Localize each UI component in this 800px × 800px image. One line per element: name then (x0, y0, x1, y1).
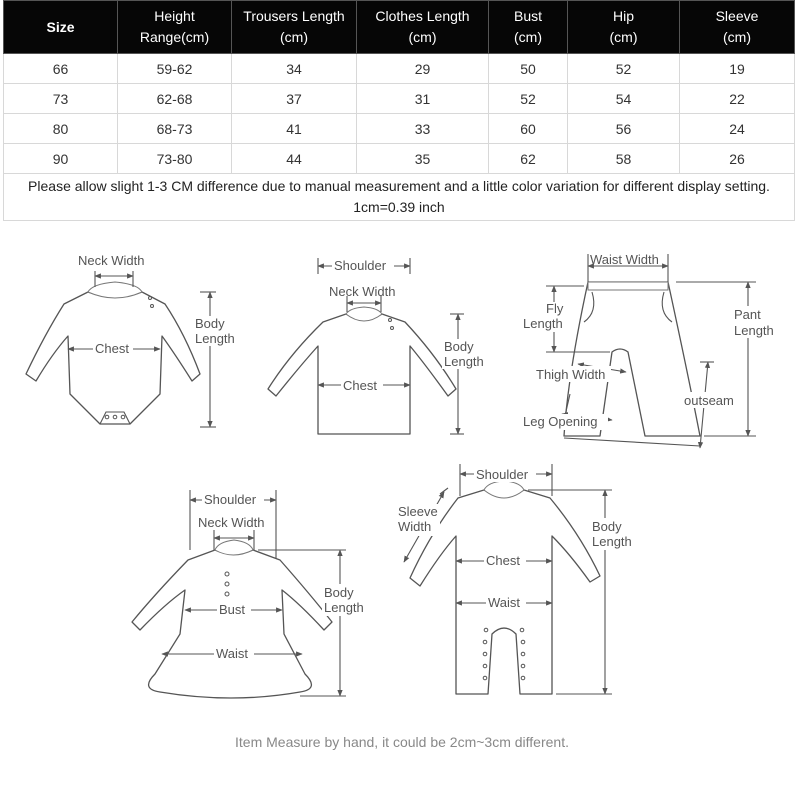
table-header-cell (232, 1, 357, 54)
dress-bust-label: Bust (219, 602, 246, 617)
table-cell: 90 (4, 144, 118, 174)
table-header-cell (568, 1, 680, 54)
table-cell: 56 (568, 114, 680, 144)
table-cell: 35 (357, 144, 489, 174)
romper-diagram (396, 464, 638, 694)
pants-thigh-label: Thigh Width (536, 367, 606, 382)
bodysuit-body-length-label-1: Body (195, 316, 225, 331)
romper-body-length-label-2: Length (592, 534, 632, 549)
sweater-chest-label: Chest (343, 378, 377, 393)
table-row (4, 54, 795, 84)
dress-neck-label: Neck Width (198, 515, 265, 530)
header-line: (cm) (514, 29, 542, 45)
table-header-cell (489, 1, 568, 54)
header-line: (cm) (609, 29, 638, 45)
table-cell: 31 (357, 84, 489, 114)
bodysuit-diagram (26, 253, 239, 427)
table-header-row (4, 1, 795, 54)
table-header-cell (357, 1, 489, 54)
table-cell: 19 (680, 54, 795, 84)
pants-fly-label-2: Length (523, 316, 563, 331)
header-line: Height (154, 8, 195, 24)
table-cell: 59-62 (118, 54, 232, 84)
note-line: Please allow slight 1-3 CM difference due to manual measurement and a little color variation for different display setting. (28, 178, 770, 194)
romper-sleeve-label-1: Sleeve (398, 504, 438, 519)
header-line: Bust (513, 8, 542, 24)
table-cell: 50 (489, 54, 568, 84)
header-line: Sleeve (715, 8, 759, 24)
pants-fly-label-1: Fly (546, 301, 564, 316)
dress-shoulder-label: Shoulder (204, 492, 257, 507)
sweater-body-length-label-1: Body (444, 339, 474, 354)
romper-chest-label: Chest (486, 553, 520, 568)
romper-sleeve-label-2: Width (398, 519, 432, 534)
table-header-cell (118, 1, 232, 54)
table-cell: 34 (232, 54, 357, 84)
pants-pant-label-2: Length (734, 323, 774, 338)
bodysuit-chest-label: Chest (95, 341, 129, 356)
table-cell: 62-68 (118, 84, 232, 114)
note-line: 1cm=0.39 inch (353, 199, 445, 215)
pants-pant-label-1: Pant (734, 307, 761, 322)
romper-body-length-label-1: Body (592, 519, 622, 534)
dress-body-length-label-1: Body (324, 585, 354, 600)
table-cell: 73-80 (118, 144, 232, 174)
header-line: Clothes Length (375, 8, 470, 24)
table-row (4, 144, 795, 174)
table-header-cell (680, 1, 795, 54)
table-cell: 22 (680, 84, 795, 114)
sweater-body-length-label-2: Length (444, 354, 484, 369)
table-cell: 66 (4, 54, 118, 84)
table-note-row (4, 174, 795, 221)
table-cell: 33 (357, 114, 489, 144)
table-row (4, 84, 795, 114)
header-line: (cm) (408, 29, 437, 45)
header-line: Range(cm) (139, 29, 210, 45)
size-chart-table (3, 0, 795, 221)
table-cell: 37 (232, 84, 357, 114)
header-line: (cm) (280, 29, 308, 45)
table-cell: 58 (568, 144, 680, 174)
table-row (4, 114, 795, 144)
table-cell: 24 (680, 114, 795, 144)
table-cell: 80 (4, 114, 118, 144)
pants-leg-label: Leg Opening (523, 414, 598, 429)
table-cell: 62 (489, 144, 568, 174)
dress-body-length-label-2: Length (324, 600, 364, 615)
header-line: Size (46, 18, 75, 35)
sweater-diagram (268, 257, 488, 434)
measurement-diagrams (0, 224, 800, 800)
sweater-neck-label: Neck Width (329, 284, 396, 299)
table-cell: 29 (357, 54, 489, 84)
header-line: Hip (612, 8, 634, 24)
measurement-note (4, 174, 795, 221)
bodysuit-body-length-label-2: Length (195, 331, 235, 346)
table-cell: 44 (232, 144, 357, 174)
footer-note: Item Measure by hand, it could be 2cm~3cm different. (235, 734, 569, 750)
sweater-shoulder-label: Shoulder (334, 258, 387, 273)
table-cell: 68-73 (118, 114, 232, 144)
romper-shoulder-label: Shoulder (476, 467, 529, 482)
table-cell: 26 (680, 144, 795, 174)
table-cell: 41 (232, 114, 357, 144)
pants-diagram (522, 252, 780, 448)
pants-waist-label: Waist Width (590, 252, 659, 267)
table-cell: 54 (568, 84, 680, 114)
table-cell: 52 (568, 54, 680, 84)
pants-outseam-label: outseam (684, 393, 734, 408)
dress-waist-label: Waist (216, 646, 249, 661)
header-line: (cm) (723, 29, 751, 45)
bodysuit-neck-label: Neck Width (78, 253, 145, 268)
table-header-cell (4, 1, 118, 54)
table-body (4, 54, 795, 221)
romper-waist-label: Waist (488, 595, 521, 610)
header-line: Trousers Length (243, 8, 345, 24)
dress-diagram (132, 490, 370, 698)
table-cell: 73 (4, 84, 118, 114)
table-cell: 60 (489, 114, 568, 144)
table-cell: 52 (489, 84, 568, 114)
